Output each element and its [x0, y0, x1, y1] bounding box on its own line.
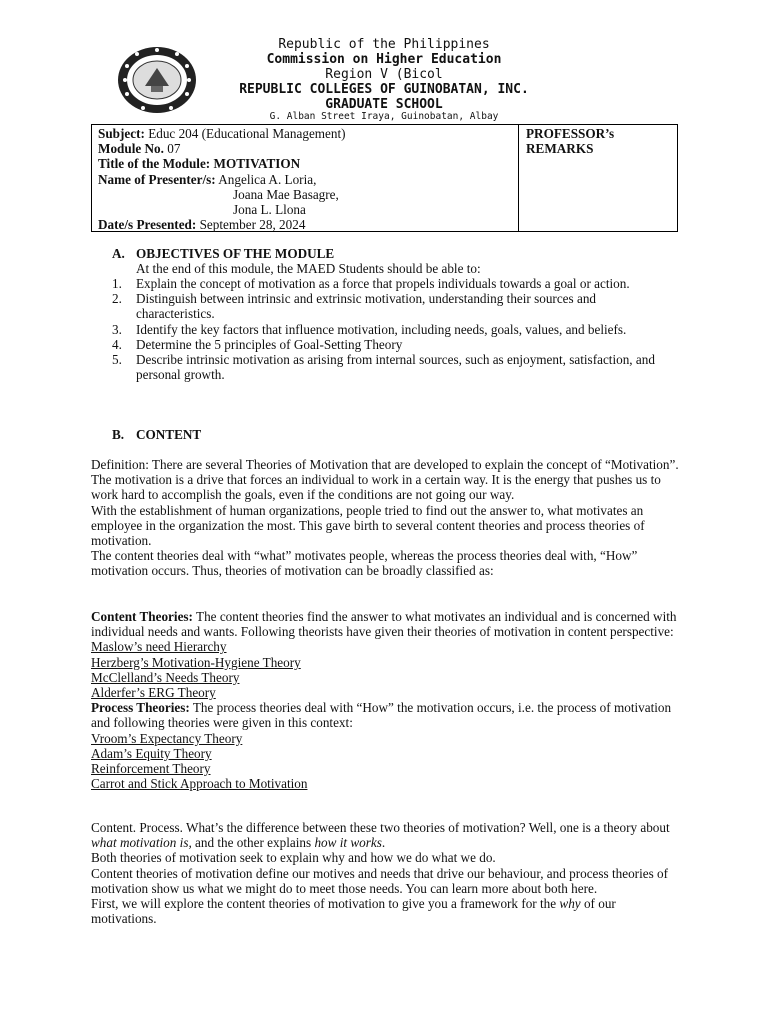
difference-section: [91, 820, 681, 926]
professor-remarks-cell: PROFESSOR’s REMARKS: [526, 126, 615, 157]
presenter-row-2: Joana Mae Basagre,: [233, 186, 339, 202]
header-college-name: REPUBLIC COLLEGES OF GUINOBATAN, INC.: [239, 82, 529, 97]
presenter-row-3: Jona L. Llona: [233, 202, 306, 218]
objectives-heading: A. OBJECTIVES OF THE MODULE: [112, 246, 335, 261]
content-intro: [91, 457, 681, 579]
classification-paragraph: The content theories deal with “what” motivates people, whereas the process theories deal with, “How” motivation occurs. Thus, theories of motivation can be broadly classified as:: [91, 548, 638, 579]
module-row: Module No. 07: [98, 141, 181, 157]
link-carrot-stick[interactable]: Carrot and Stick Approach to Motivation: [91, 776, 308, 792]
definition-paragraph: Definition: There are several Theories of Motivation that are developed to explain the concept of “Motivation”. The motivation is a drive that forces an individual to work in a certain way. It is the energy that pushes us to work hard to accomplish the goals, even if the conditions are not going our way.: [91, 457, 679, 503]
define-paragraph: Content theories of motivation define our motives and needs that drive our behaviour, and process theories of motivation show us what we might do to meet those needs. You can learn more about both here.: [91, 865, 669, 896]
title-row: Title of the Module: MOTIVATION: [98, 156, 301, 172]
first-paragraph: First, we will explore the content theories of motivation to give you a framework for the why of our motivations.: [91, 896, 616, 927]
header-graduate-school: GRADUATE SCHOOL: [325, 97, 443, 112]
module-info-cell: [92, 125, 519, 231]
link-mcclelland[interactable]: McClelland’s Needs Theory: [91, 669, 240, 685]
theories-section: [91, 609, 681, 791]
header-region: Region V (Bicol: [325, 67, 443, 82]
list-item: 1. Explain the concept of motivation as a force that propels individuals towards a goal or action.: [112, 276, 630, 291]
link-herzberg[interactable]: Herzberg’s Motivation-Hygiene Theory: [91, 654, 301, 670]
list-item: 2. Distinguish between intrinsic and extrinsic motivation, understanding their sources and characteristics.: [112, 291, 597, 322]
list-item: 5. Describe intrinsic motivation as arising from internal sources, such as enjoyment, satisfaction, and personal growth.: [112, 352, 655, 383]
objectives-list: [112, 276, 672, 382]
list-item: 3. Identify the key factors that influence motivation, including needs, goals, values, and beliefs.: [112, 321, 627, 337]
subject-row: Subject: Educ 204 (Educational Management): [98, 126, 346, 141]
content-heading: B. CONTENT: [112, 427, 202, 442]
date-row: Date/s Presented: September 28, 2024: [98, 217, 306, 233]
link-adams[interactable]: Adam’s Equity Theory: [91, 745, 212, 761]
link-reinforcement[interactable]: Reinforcement Theory: [91, 761, 211, 777]
link-alderfer[interactable]: Alderfer’s ERG Theory: [91, 685, 216, 701]
link-maslow[interactable]: Maslow’s need Hierarchy: [91, 639, 227, 655]
content-theories-paragraph: Content Theories: The content theories find the answer to what motivates an individual and is concerned with individual needs and wants. Following theorists have given their theories of motivation in content perspective:: [91, 609, 677, 640]
process-theories-paragraph: Process Theories: The process theories deal with “How” the motivation occurs, i.e. the process of motivation and following theories were given in this context:: [91, 700, 672, 731]
module-info-table: [91, 124, 678, 232]
both-paragraph: Both theories of motivation seek to explain why and how we do what we do.: [91, 850, 496, 866]
organizations-paragraph: With the establishment of human organizations, people tried to find out the answer to, what motivates an employee in the organization the most. This gave birth to several content theories and process theories of motivation.: [91, 502, 645, 549]
header-republic: Republic of the Philippines: [278, 37, 490, 52]
list-item: 4. Determine the 5 principles of Goal-Setting Theory: [112, 336, 403, 352]
objectives-intro: At the end of this module, the MAED Students should be able to:: [136, 261, 481, 276]
header-address: G. Alban Street Iraya, Guinobatan, Albay: [269, 111, 499, 122]
link-vroom[interactable]: Vroom’s Expectancy Theory: [91, 730, 243, 746]
presenter-row: Name of Presenter/s: Angelica A. Loria,: [98, 171, 317, 187]
difference-paragraph: Content. Process. What’s the difference between these two theories of motivation? Well, one is a theory about what motivation is, and the other explains how it works.: [91, 820, 670, 851]
header-commission: Commission on Higher Education: [266, 52, 502, 67]
